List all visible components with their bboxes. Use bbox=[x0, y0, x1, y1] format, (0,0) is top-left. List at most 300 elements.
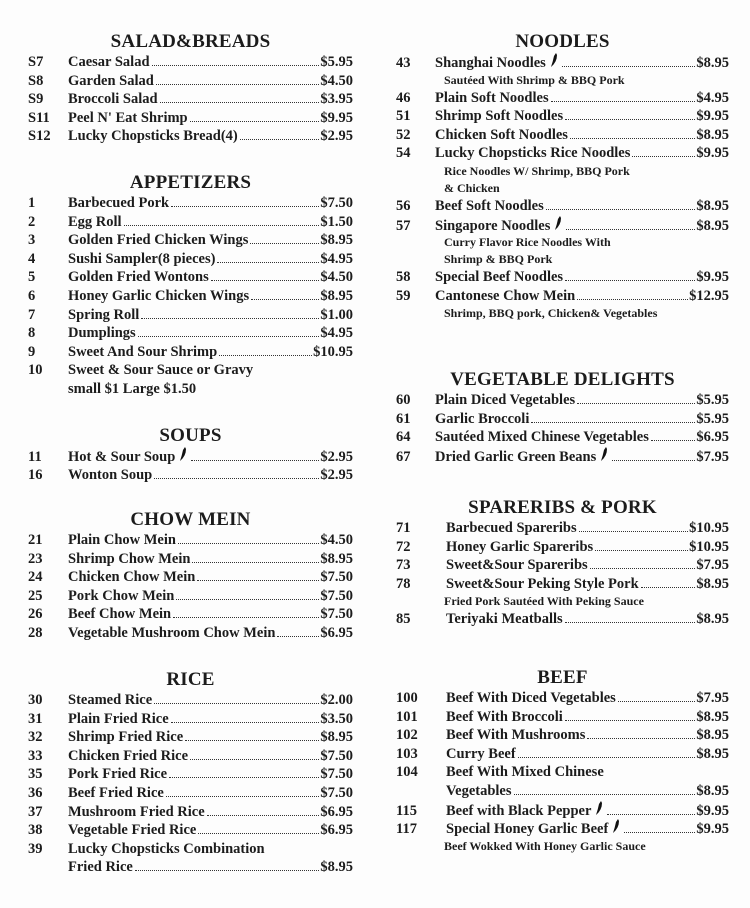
item-price: $7.50 bbox=[320, 606, 353, 623]
menu-item bbox=[28, 587, 353, 606]
item-name: Pork Chow Mein bbox=[68, 587, 175, 604]
dot-leader bbox=[156, 84, 320, 85]
item-name: Special Honey Garlic Beef bbox=[446, 821, 609, 838]
menu-item bbox=[28, 550, 353, 569]
item-name: Lucky Chopsticks Bread(4) bbox=[68, 128, 238, 145]
item-name: Pork Fried Rice bbox=[68, 766, 168, 783]
dot-leader bbox=[641, 587, 696, 588]
item-number: 33 bbox=[28, 747, 43, 764]
menu-item bbox=[28, 691, 353, 710]
menu-item bbox=[28, 231, 353, 250]
item-price: $6.95 bbox=[696, 429, 729, 446]
item-price: $12.95 bbox=[689, 287, 729, 304]
item-number: 9 bbox=[28, 343, 36, 360]
item-number: 59 bbox=[396, 287, 411, 304]
menu-item bbox=[396, 428, 729, 447]
menu-item bbox=[28, 624, 353, 643]
dot-leader bbox=[565, 622, 696, 623]
item-price: $7.95 bbox=[696, 690, 729, 706]
item-number: 71 bbox=[396, 520, 411, 536]
item-number: 115 bbox=[396, 802, 417, 819]
dot-leader bbox=[171, 206, 319, 207]
dot-leader bbox=[570, 138, 695, 139]
item-price: $9.95 bbox=[696, 821, 729, 838]
menu-item bbox=[396, 610, 729, 629]
item-number: 64 bbox=[396, 429, 411, 446]
item-price: $7.95 bbox=[696, 448, 729, 465]
menu-item bbox=[28, 605, 353, 624]
item-name: Caesar Salad bbox=[68, 54, 150, 70]
item-price: $9.95 bbox=[696, 269, 729, 286]
item-price: $8.95 bbox=[696, 217, 729, 234]
item-name: Beef Soft Noodles bbox=[435, 197, 544, 214]
item-price: $1.00 bbox=[320, 306, 353, 323]
section-title: APPETIZERS bbox=[129, 172, 252, 193]
dot-leader bbox=[190, 121, 320, 122]
item-name: Sweet&Sour Spareribs bbox=[446, 557, 588, 574]
item-name: Beef with Black Pepper bbox=[446, 802, 592, 819]
menu-item bbox=[28, 447, 353, 466]
item-name: Shanghai Noodles bbox=[435, 55, 546, 71]
item-name: Barbecued Pork bbox=[68, 195, 170, 211]
item-number: 35 bbox=[28, 766, 43, 783]
spicy-pepper-icon bbox=[554, 216, 562, 230]
item-description: & Chicken bbox=[444, 180, 500, 195]
menu-item bbox=[396, 144, 729, 163]
item-price: $7.50 bbox=[320, 195, 353, 211]
menu-item bbox=[28, 531, 353, 550]
item-number: 2 bbox=[28, 213, 36, 230]
item-number: 102 bbox=[396, 727, 418, 744]
item-price: $10.95 bbox=[313, 343, 353, 360]
item-name: Singapore Noodles bbox=[435, 217, 551, 234]
menu-item bbox=[28, 840, 353, 859]
item-price: $6.95 bbox=[320, 624, 353, 641]
menu-item bbox=[396, 53, 729, 72]
menu-item bbox=[28, 728, 353, 747]
item-number: 23 bbox=[28, 550, 43, 567]
item-name: Shrimp Fried Rice bbox=[68, 729, 184, 746]
menu-item bbox=[396, 726, 729, 745]
menu-item bbox=[28, 306, 353, 325]
menu-item bbox=[28, 213, 353, 232]
item-number: 26 bbox=[28, 606, 43, 623]
item-number: 73 bbox=[396, 557, 411, 574]
item-name: Honey Garlic Chicken Wings bbox=[68, 287, 250, 304]
dot-leader bbox=[185, 740, 319, 741]
section-noodles bbox=[396, 30, 729, 322]
item-name-line2: Fried Rice bbox=[68, 859, 133, 876]
section-vegetable-delights bbox=[396, 368, 729, 465]
item-price: $4.50 bbox=[320, 72, 353, 89]
section-rice bbox=[28, 668, 353, 877]
menu-item bbox=[28, 324, 353, 343]
section-chow-mein bbox=[28, 508, 353, 643]
item-number: 103 bbox=[396, 745, 418, 762]
menu-item bbox=[396, 556, 729, 575]
spicy-pepper-icon bbox=[612, 819, 620, 833]
section-title: RICE bbox=[166, 669, 215, 690]
item-number: 11 bbox=[28, 449, 42, 465]
item-description: Beef Wokked With Honey Garlic Sauce bbox=[444, 838, 646, 853]
item-number: 1 bbox=[28, 195, 36, 211]
menu-item bbox=[396, 107, 729, 126]
item-name: Beef With Mixed Chinese bbox=[446, 764, 604, 781]
dot-leader bbox=[250, 243, 319, 244]
dot-leader bbox=[251, 299, 319, 300]
item-price: $7.50 bbox=[320, 587, 353, 604]
dot-leader bbox=[612, 460, 695, 461]
spicy-pepper-icon bbox=[600, 447, 608, 461]
item-number: 46 bbox=[396, 89, 411, 106]
menu-item bbox=[28, 53, 353, 72]
section-appetizers bbox=[28, 171, 353, 399]
menu-item bbox=[28, 803, 353, 822]
menu-item bbox=[396, 287, 729, 306]
menu-item bbox=[28, 765, 353, 784]
menu-item bbox=[28, 710, 353, 729]
item-name: Garlic Broccoli bbox=[435, 410, 530, 427]
item-price: $2.95 bbox=[320, 128, 353, 145]
item-price: $8.95 bbox=[696, 782, 729, 799]
item-number: 38 bbox=[28, 822, 43, 839]
item-price: $5.95 bbox=[696, 410, 729, 427]
dot-leader bbox=[141, 318, 319, 319]
item-name: Lucky Chopsticks Rice Noodles bbox=[435, 145, 631, 162]
dot-leader bbox=[138, 336, 320, 337]
item-name: Mushroom Fried Rice bbox=[68, 803, 205, 820]
menu-item bbox=[28, 287, 353, 306]
dot-leader bbox=[595, 550, 688, 551]
item-name: Peel N' Eat Shrimp bbox=[68, 109, 188, 126]
item-price: $8.95 bbox=[696, 575, 729, 592]
item-number: 104 bbox=[396, 764, 418, 781]
item-price: $4.50 bbox=[320, 269, 353, 286]
dot-leader bbox=[551, 101, 696, 102]
menu-item bbox=[28, 466, 353, 485]
dot-leader bbox=[618, 701, 696, 702]
section-spareribs-pork bbox=[396, 496, 729, 629]
menu-item-continued bbox=[28, 858, 353, 877]
section-title: SPARERIBS & PORK bbox=[468, 497, 657, 518]
section-title: SOUPS bbox=[159, 425, 222, 446]
item-price: $9.95 bbox=[696, 145, 729, 162]
dot-leader bbox=[152, 65, 320, 66]
menu-item bbox=[28, 268, 353, 287]
item-price: $6.95 bbox=[320, 803, 353, 820]
item-name: Shrimp Soft Noodles bbox=[435, 108, 564, 125]
dot-leader bbox=[577, 299, 688, 300]
menu-item bbox=[28, 747, 353, 766]
item-number: 30 bbox=[28, 692, 43, 708]
item-name: Hot & Sour Soup bbox=[68, 449, 176, 465]
item-price: $5.95 bbox=[320, 54, 353, 70]
item-number: 58 bbox=[396, 269, 411, 286]
item-name: Shrimp Chow Mein bbox=[68, 550, 191, 567]
dot-leader bbox=[154, 478, 319, 479]
item-number: S11 bbox=[28, 109, 50, 126]
menu-item bbox=[28, 250, 353, 269]
item-name: Teriyaki Meatballs bbox=[446, 611, 563, 628]
item-name: Wonton Soup bbox=[68, 466, 153, 483]
menu-item bbox=[396, 575, 729, 594]
menu-item bbox=[396, 216, 729, 235]
menu-item bbox=[28, 784, 353, 803]
menu-item bbox=[396, 126, 729, 145]
menu-item bbox=[396, 197, 729, 216]
item-number: 57 bbox=[396, 217, 411, 234]
item-name: Special Beef Noodles bbox=[435, 269, 564, 286]
item-price: $3.95 bbox=[320, 91, 353, 108]
menu-item bbox=[396, 391, 729, 410]
item-name: Chicken Soft Noodles bbox=[435, 126, 568, 143]
menu-item bbox=[396, 745, 729, 764]
dot-leader bbox=[211, 280, 320, 281]
item-number: 52 bbox=[396, 126, 411, 143]
item-number: S8 bbox=[28, 72, 44, 89]
item-description: Rice Noodles W/ Shrimp, BBQ Pork bbox=[444, 163, 630, 178]
item-name: Broccoli Salad bbox=[68, 91, 158, 108]
item-price: $7.50 bbox=[320, 747, 353, 764]
menu-item bbox=[28, 568, 353, 587]
section-title: VEGETABLE DELIGHTS bbox=[450, 369, 675, 390]
item-name: Sweet And Sour Shrimp bbox=[68, 343, 218, 360]
item-name: Plain Diced Vegetables bbox=[435, 392, 576, 408]
menu-item bbox=[396, 689, 729, 708]
item-number: 31 bbox=[28, 710, 43, 727]
dot-leader bbox=[565, 720, 696, 721]
item-name: Vegetable Fried Rice bbox=[68, 822, 197, 839]
item-number: 85 bbox=[396, 611, 411, 628]
item-number: 51 bbox=[396, 108, 411, 125]
spicy-pepper-icon bbox=[595, 801, 603, 815]
dot-leader bbox=[176, 599, 319, 600]
dot-leader bbox=[587, 738, 695, 739]
item-note: small $1 Large $1.50 bbox=[68, 380, 197, 397]
menu-item bbox=[28, 343, 353, 362]
item-number: 101 bbox=[396, 708, 418, 725]
item-price: $8.95 bbox=[696, 197, 729, 214]
item-price: $9.95 bbox=[320, 109, 353, 126]
item-price: $2.00 bbox=[320, 692, 353, 708]
dot-leader bbox=[565, 119, 695, 120]
section-title: SALAD&BREADS bbox=[110, 31, 271, 52]
item-name: Sushi Sampler(8 pieces) bbox=[68, 250, 216, 267]
menu-item bbox=[396, 538, 729, 557]
dot-leader bbox=[566, 229, 695, 230]
dot-leader bbox=[124, 225, 320, 226]
item-price: $7.50 bbox=[320, 569, 353, 586]
menu-item bbox=[28, 821, 353, 840]
item-price: $2.95 bbox=[320, 466, 353, 483]
item-name: Beef Chow Mein bbox=[68, 606, 172, 623]
item-name: Garden Salad bbox=[68, 72, 154, 89]
menu-item-continued bbox=[396, 782, 729, 801]
item-name: Plain Fried Rice bbox=[68, 710, 169, 727]
item-name: Sweet & Sour Sauce or Gravy bbox=[68, 362, 254, 379]
dot-leader bbox=[277, 636, 319, 637]
item-price: $9.95 bbox=[696, 802, 729, 819]
item-name: Barbecued Spareribs bbox=[446, 520, 577, 536]
dot-leader bbox=[173, 617, 319, 618]
item-number: 37 bbox=[28, 803, 43, 820]
item-name: Beef Fried Rice bbox=[68, 784, 164, 801]
dot-leader bbox=[624, 832, 695, 833]
item-price: $7.50 bbox=[320, 784, 353, 801]
dot-leader bbox=[169, 777, 319, 778]
item-number: S7 bbox=[28, 54, 44, 70]
menu-item bbox=[28, 194, 353, 213]
spicy-pepper-icon bbox=[179, 447, 187, 461]
dot-leader bbox=[577, 403, 695, 404]
item-number: 60 bbox=[396, 392, 411, 408]
item-number: 7 bbox=[28, 306, 36, 323]
item-price: $4.50 bbox=[320, 532, 353, 548]
dot-leader bbox=[565, 280, 695, 281]
item-description: Shrimp, BBQ pork, Chicken& Vegetables bbox=[444, 306, 658, 321]
item-name: Cantonese Chow Mein bbox=[435, 287, 576, 304]
item-price: $8.95 bbox=[696, 126, 729, 143]
dot-leader bbox=[198, 833, 319, 834]
item-number: 36 bbox=[28, 784, 43, 801]
item-description: Sautéed With Shrimp & BBQ Pork bbox=[444, 72, 625, 87]
item-description: Fried Pork Sautéed With Peking Sauce bbox=[444, 594, 644, 609]
menu-item bbox=[396, 89, 729, 108]
item-name: Curry Beef bbox=[446, 745, 516, 762]
item-name: Plain Chow Mein bbox=[68, 532, 176, 548]
item-number: 72 bbox=[396, 538, 411, 555]
item-number: 16 bbox=[28, 466, 43, 483]
item-price: $8.95 bbox=[320, 550, 353, 567]
dot-leader bbox=[217, 262, 319, 263]
menu-item bbox=[28, 109, 353, 128]
item-number: S9 bbox=[28, 91, 44, 108]
dot-leader bbox=[562, 66, 696, 67]
item-number: 56 bbox=[396, 197, 411, 214]
item-price: $5.95 bbox=[696, 392, 729, 408]
item-number: 39 bbox=[28, 840, 43, 857]
section-title: CHOW MEIN bbox=[130, 509, 251, 530]
item-price: $7.95 bbox=[696, 557, 729, 574]
item-number: 10 bbox=[28, 362, 43, 379]
item-number: 67 bbox=[396, 448, 411, 465]
menu-item bbox=[28, 127, 353, 146]
item-description: Curry Flavor Rice Noodles With bbox=[444, 235, 611, 250]
dot-leader bbox=[171, 722, 320, 723]
dot-leader bbox=[651, 440, 696, 441]
item-name: Beef With Diced Vegetables bbox=[446, 690, 616, 706]
menu-item bbox=[396, 763, 729, 782]
dot-leader bbox=[607, 814, 695, 815]
section-title: BEEF bbox=[537, 667, 588, 688]
item-number: 54 bbox=[396, 145, 411, 162]
item-price: $8.95 bbox=[320, 729, 353, 746]
dot-leader bbox=[166, 796, 320, 797]
item-number: 8 bbox=[28, 325, 36, 342]
dot-leader bbox=[160, 102, 320, 103]
section-beef bbox=[396, 666, 729, 855]
menu-item bbox=[396, 519, 729, 538]
item-price: $8.95 bbox=[320, 859, 353, 876]
item-name: Chicken Chow Mein bbox=[68, 569, 196, 586]
item-name: Dried Garlic Green Beans bbox=[435, 448, 597, 465]
dot-leader bbox=[546, 209, 696, 210]
item-price: $3.50 bbox=[320, 710, 353, 727]
dot-leader bbox=[207, 815, 320, 816]
dot-leader bbox=[632, 156, 695, 157]
item-description: Shrimp & BBQ Pork bbox=[444, 252, 553, 267]
item-price: $2.95 bbox=[320, 449, 353, 465]
dot-leader bbox=[219, 355, 312, 356]
item-name: Golden Fried Wontons bbox=[68, 269, 209, 286]
item-name: Spring Roll bbox=[68, 306, 140, 323]
menu-item bbox=[396, 410, 729, 429]
item-name: Beef With Broccoli bbox=[446, 708, 563, 725]
dot-leader bbox=[192, 562, 319, 563]
item-number: 6 bbox=[28, 287, 36, 304]
section-salad-breads bbox=[28, 30, 353, 146]
item-price: $9.95 bbox=[696, 108, 729, 125]
section-soups bbox=[28, 424, 353, 484]
item-number: 4 bbox=[28, 250, 36, 267]
menu-item bbox=[396, 447, 729, 466]
item-price: $4.95 bbox=[320, 250, 353, 267]
item-number: 78 bbox=[396, 575, 411, 592]
item-name: Vegetable Mushroom Chow Mein bbox=[68, 624, 276, 641]
item-name: Dumplings bbox=[68, 325, 136, 342]
item-number: 117 bbox=[396, 821, 417, 838]
item-price: $8.95 bbox=[696, 745, 729, 762]
menu-item bbox=[396, 708, 729, 727]
dot-leader bbox=[190, 759, 319, 760]
spicy-pepper-icon bbox=[550, 53, 558, 67]
item-price: $10.95 bbox=[689, 520, 729, 536]
item-number: 100 bbox=[396, 690, 418, 706]
item-price: $6.95 bbox=[320, 822, 353, 839]
item-number: 28 bbox=[28, 624, 43, 641]
item-price: $10.95 bbox=[689, 538, 729, 555]
item-name: Chicken Fried Rice bbox=[68, 747, 189, 764]
item-price: $4.95 bbox=[696, 89, 729, 106]
dot-leader bbox=[514, 794, 696, 795]
item-name: Egg Roll bbox=[68, 213, 122, 230]
dot-leader bbox=[191, 460, 319, 461]
item-name: Steamed Rice bbox=[68, 692, 153, 708]
item-name: Lucky Chopsticks Combination bbox=[68, 840, 265, 857]
section-title: NOODLES bbox=[515, 31, 610, 52]
dot-leader bbox=[590, 568, 696, 569]
item-price: $8.95 bbox=[320, 287, 353, 304]
item-number: 21 bbox=[28, 532, 43, 548]
item-number: 25 bbox=[28, 587, 43, 604]
menu-item bbox=[28, 361, 353, 380]
item-price: $7.50 bbox=[320, 766, 353, 783]
dot-leader bbox=[240, 139, 320, 140]
item-number: 43 bbox=[396, 55, 411, 71]
item-name: Sweet&Sour Peking Style Pork bbox=[446, 575, 639, 592]
menu-item bbox=[396, 819, 729, 838]
item-price: $8.95 bbox=[696, 55, 729, 71]
item-price: $8.95 bbox=[696, 708, 729, 725]
item-number: 24 bbox=[28, 569, 43, 586]
item-name-line2: Vegetables bbox=[446, 782, 512, 799]
dot-leader bbox=[197, 580, 319, 581]
menu-item bbox=[28, 72, 353, 91]
dot-leader bbox=[518, 757, 696, 758]
item-price: $8.95 bbox=[696, 727, 729, 744]
menu-item bbox=[28, 90, 353, 109]
menu-item bbox=[396, 268, 729, 287]
